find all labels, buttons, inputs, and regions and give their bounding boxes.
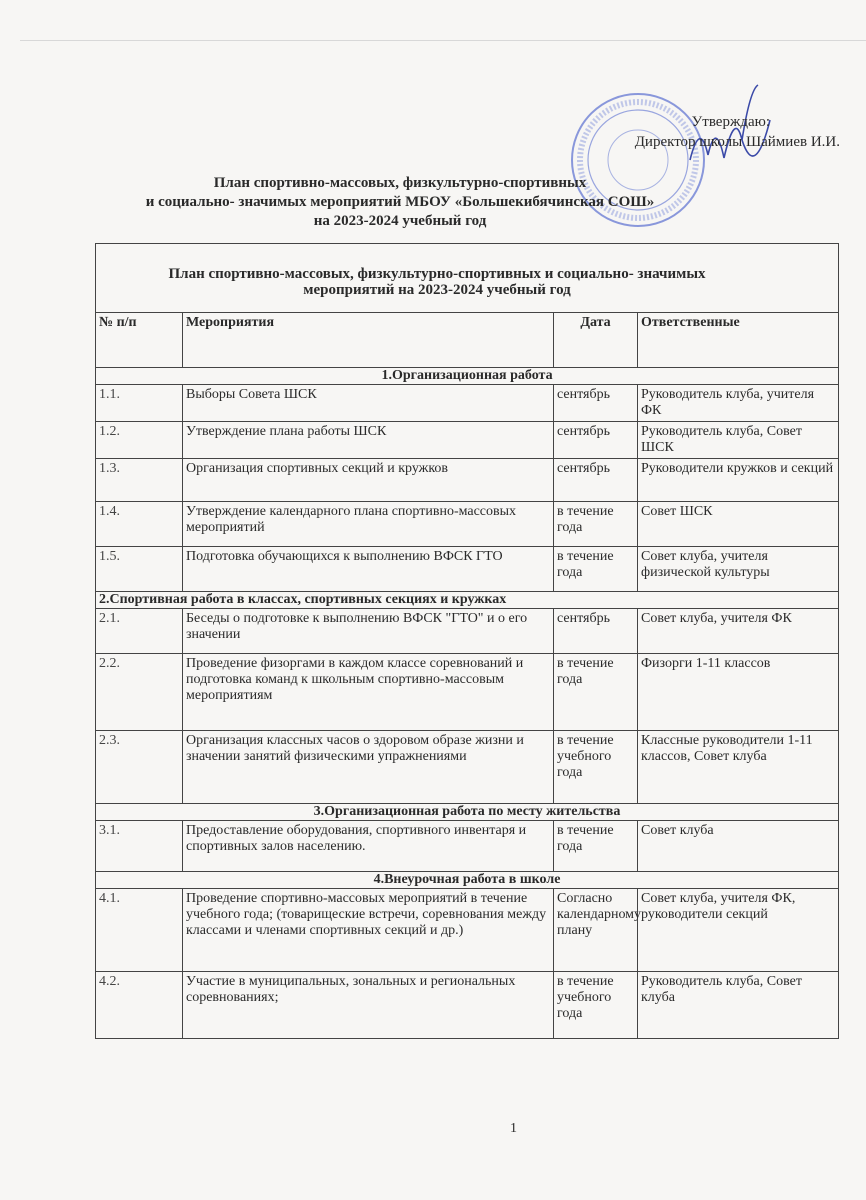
cell-event: Проведение спортивно-массовых мероприятий в течение учебного года; (товарищеские встречи, соревнования между классами и членами спортивных секций и др.) <box>183 889 554 972</box>
cell-date: в течение года <box>554 654 638 731</box>
document-title <box>110 174 690 231</box>
section-title: 1.Организационная работа <box>96 368 839 385</box>
section-header <box>96 804 839 821</box>
table-row <box>96 385 839 422</box>
cell-num: 1.1. <box>96 385 183 422</box>
cell-resp: Руководитель клуба, Совет ШСК <box>638 422 839 459</box>
cell-event: Организация спортивных секций и кружков <box>183 459 554 502</box>
cell-resp: Руководитель клуба, учителя ФК <box>638 385 839 422</box>
cell-resp: Руководители кружков и секций <box>638 459 839 502</box>
cell-num: 4.1. <box>96 889 183 972</box>
cell-date: сентябрь <box>554 422 638 459</box>
section-title: 2.Спортивная работа в классах, спортивных секциях и кружках <box>96 592 839 609</box>
cell-resp: Совет клуба <box>638 821 839 872</box>
page-number: 1 <box>510 1121 517 1136</box>
approval-director: Директор школы Шаймиев И.И. <box>634 134 840 150</box>
cell-num: 4.2. <box>96 972 183 1039</box>
approval-block <box>635 112 840 152</box>
section-header <box>96 368 839 385</box>
cell-date: сентябрь <box>554 609 638 654</box>
table-row <box>96 654 839 731</box>
cell-resp: Совет клуба, учителя ФК, руководители секций <box>638 889 839 972</box>
section-header <box>96 872 839 889</box>
cell-date: сентябрь <box>554 459 638 502</box>
scan-edge-line <box>20 40 866 41</box>
cell-num: 1.3. <box>96 459 183 502</box>
approval-label: Утверждаю: <box>691 114 770 130</box>
table-row <box>96 459 839 502</box>
cell-event: Беседы о подготовке к выполнению ВФСК "ГТО" и о его значении <box>183 609 554 654</box>
cell-resp: Совет клуба, учителя ФК <box>638 609 839 654</box>
cell-event: Подготовка обучающихся к выполнению ВФСК ГТО <box>183 547 554 592</box>
table-row <box>96 609 839 654</box>
cell-num: 1.2. <box>96 422 183 459</box>
cell-resp: Совет клуба, учителя физической культуры <box>638 547 839 592</box>
cell-num: 2.2. <box>96 654 183 731</box>
cell-resp: Совет ШСК <box>638 502 839 547</box>
table-title: План спортивно-массовых, физкультурно-спортивных и социально- значимых мероприятий на 2023-2024 учебный год <box>96 244 839 313</box>
table-row <box>96 821 839 872</box>
cell-resp: Руководитель клуба, Совет клуба <box>638 972 839 1039</box>
cell-num: 1.4. <box>96 502 183 547</box>
cell-num: 1.5. <box>96 547 183 592</box>
cell-event: Утверждение календарного плана спортивно-массовых мероприятий <box>183 502 554 547</box>
header-date: Дата <box>554 313 638 368</box>
section-header <box>96 592 839 609</box>
table-row <box>96 547 839 592</box>
title-line: План спортивно-массовых, физкультурно-спортивных <box>213 175 587 191</box>
cell-event: Проведение физоргами в каждом классе соревнований и подготовка команд к школьным спортивно-массовым мероприятиям <box>183 654 554 731</box>
cell-event: Участие в муниципальных, зональных и региональных соревнованиях; <box>183 972 554 1039</box>
header-num: № п/п <box>96 313 183 368</box>
cell-date: в течение года <box>554 547 638 592</box>
cell-date: Согласно календарному плану <box>554 889 638 972</box>
cell-event: Предоставление оборудования, спортивного инвентаря и спортивных залов населению. <box>183 821 554 872</box>
table-row <box>96 889 839 972</box>
table-row <box>96 422 839 459</box>
cell-num: 3.1. <box>96 821 183 872</box>
cell-date: в течение учебного года <box>554 731 638 804</box>
cell-date: в течение года <box>554 821 638 872</box>
table-row <box>96 731 839 804</box>
header-responsible: Ответственные <box>638 313 839 368</box>
section-title: 3.Организационная работа по месту жительства <box>96 804 839 821</box>
cell-event: Выборы Совета ШСК <box>183 385 554 422</box>
header-event: Мероприятия <box>183 313 554 368</box>
table-header <box>96 313 839 368</box>
cell-event: Утверждение плана работы ШСК <box>183 422 554 459</box>
title-line: на 2023-2024 учебный год <box>313 213 487 229</box>
cell-resp: Физорги 1-11 классов <box>638 654 839 731</box>
table-row <box>96 502 839 547</box>
section-title: 4.Внеурочная работа в школе <box>96 872 839 889</box>
cell-num: 2.1. <box>96 609 183 654</box>
cell-resp: Классные руководители 1-11 классов, Совет клуба <box>638 731 839 804</box>
cell-num: 2.3. <box>96 731 183 804</box>
events-plan-table <box>95 243 839 1039</box>
cell-date: в течение года <box>554 502 638 547</box>
cell-date: сентябрь <box>554 385 638 422</box>
cell-date: в течение учебного года <box>554 972 638 1039</box>
title-line: и социально- значимых мероприятий МБОУ «Большекибячинская СОШ» <box>145 194 655 210</box>
cell-event: Организация классных часов о здоровом образе жизни и значении занятий физическими упражнениями <box>183 731 554 804</box>
table-row <box>96 972 839 1039</box>
